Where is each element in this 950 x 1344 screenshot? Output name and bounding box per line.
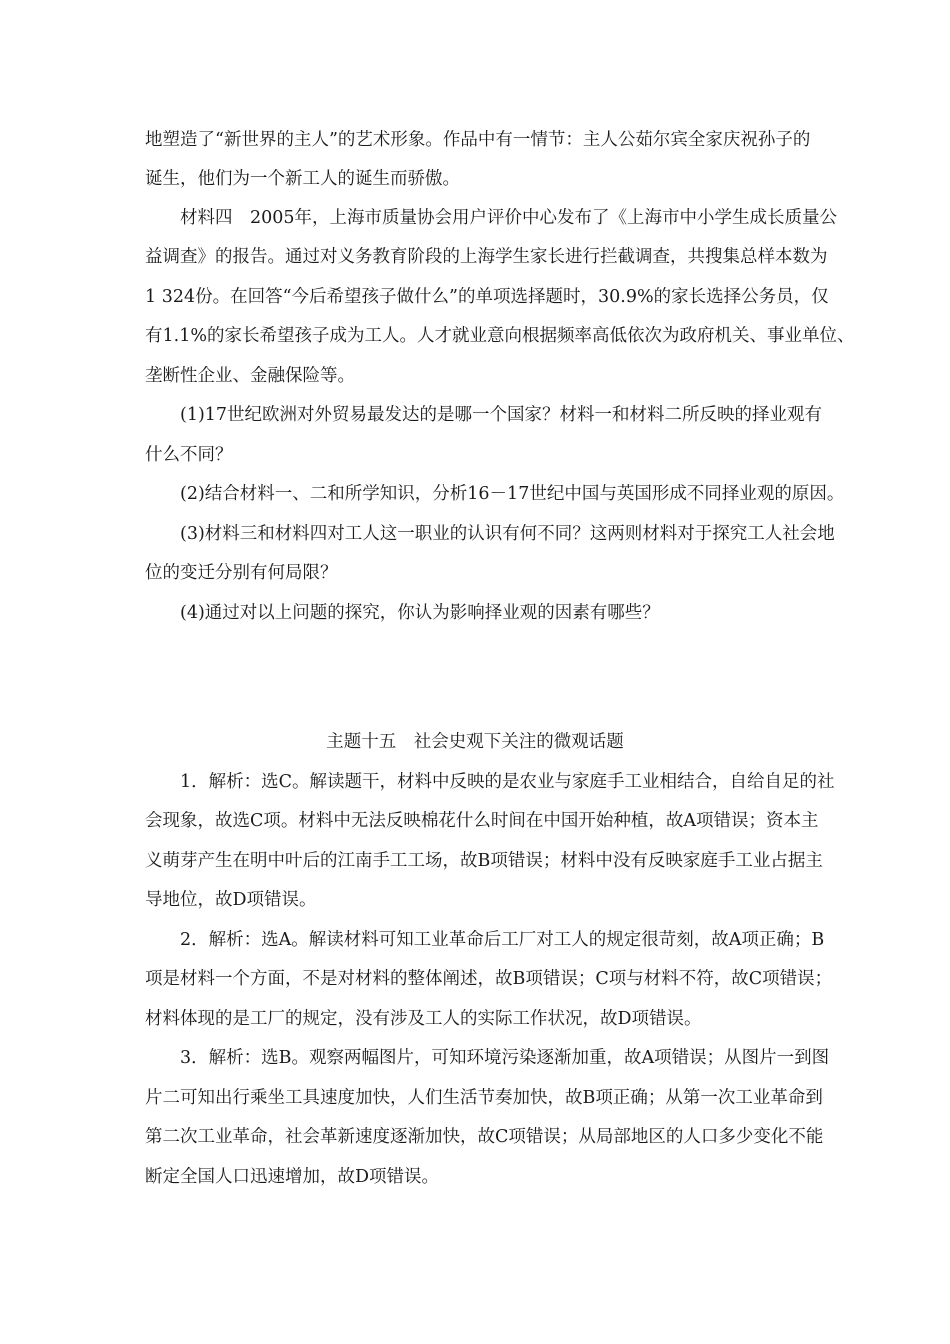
text-line: 断定全国人口迅速增加，故D项错误。 — [145, 1167, 440, 1187]
question-4: (4)通过对以上问题的探究，你认为影响择业观的因素有哪些？ — [180, 603, 660, 623]
text-line: 诞生，他们为一个新工人的诞生而骄傲。 — [145, 169, 460, 189]
answer-1: 1．解析：选C。解读题干，材料中反映的是农业与家庭手工业相结合，自给自足的社 — [180, 772, 835, 792]
question-3: (3)材料三和材料四对工人这一职业的认识有何不同？这两则材料对于探究工人社会地 — [180, 524, 835, 544]
text-line: 项是材料一个方面，不是对材料的整体阐述，故B项错误；C项与材料不符，故C项错误； — [145, 969, 833, 989]
text-line: 片二可知出行乘坐工具速度加快，人们生活节奏加快，故B项正确；从第一次工业革命到 — [145, 1088, 823, 1108]
answer-2: 2．解析：选A。解读材料可知工业革命后工厂对工人的规定很苛刻，故A项正确；B — [180, 930, 825, 950]
text-line: 益调查》的报告。通过对义务教育阶段的上海学生家长进行拦截调查，共搜集总样本数为 — [145, 247, 828, 267]
text-line: 义萌芽产生在明中叶后的江南手工工场，故B项错误；材料中没有反映家庭手工业占据主 — [145, 851, 823, 871]
question-2: (2)结合材料一、二和所学知识，分析16－17世纪中国与英国形成不同择业观的原因。 — [180, 484, 845, 504]
text-line: 地塑造了“新世界的主人”的艺术形象。作品中有一情节：主人公茹尔宾全家庆祝孙子的 — [145, 130, 811, 150]
text-line: 什么不同？ — [145, 445, 233, 465]
answer-3: 3．解析：选B。观察两幅图片，可知环境污染逐渐加重，故A项错误；从图片一到图 — [180, 1048, 830, 1068]
text-line: 材料体现的是工厂的规定，没有涉及工人的实际工作状况，故D项错误。 — [145, 1009, 702, 1029]
text-line: 位的变迁分别有何局限？ — [145, 563, 338, 583]
section-title: 主题十五 社会史观下关注的微观话题 — [326, 732, 624, 752]
material-four-heading-line: 材料四 2005年，上海市质量协会用户评价中心发布了《上海市中小学生成长质量公 — [180, 208, 838, 228]
text-line: 导地位，故D项错误。 — [145, 890, 317, 910]
text-line: 1 324份。在回答“今后希望孩子做什么”的单项选择题时，30.9%的家长选择公务员，仅 — [145, 287, 829, 307]
question-1: (1)17世纪欧洲对外贸易最发达的是哪一个国家？材料一和材料二所反映的择业观有 — [180, 405, 823, 425]
text-line: 第二次工业革命，社会革新速度逐渐加快，故C项错误；从局部地区的人口多少变化不能 — [145, 1127, 824, 1147]
text-line: 垄断性企业、金融保险等。 — [145, 366, 355, 386]
text-line: 有1.1%的家长希望孩子成为工人。人才就业意向根据频率高低依次为政府机关、事业单位、 — [145, 326, 855, 346]
text-line: 会现象，故选C项。材料中无法反映棉花什么时间在中国开始种植，故A项错误；资本主 — [145, 811, 819, 831]
